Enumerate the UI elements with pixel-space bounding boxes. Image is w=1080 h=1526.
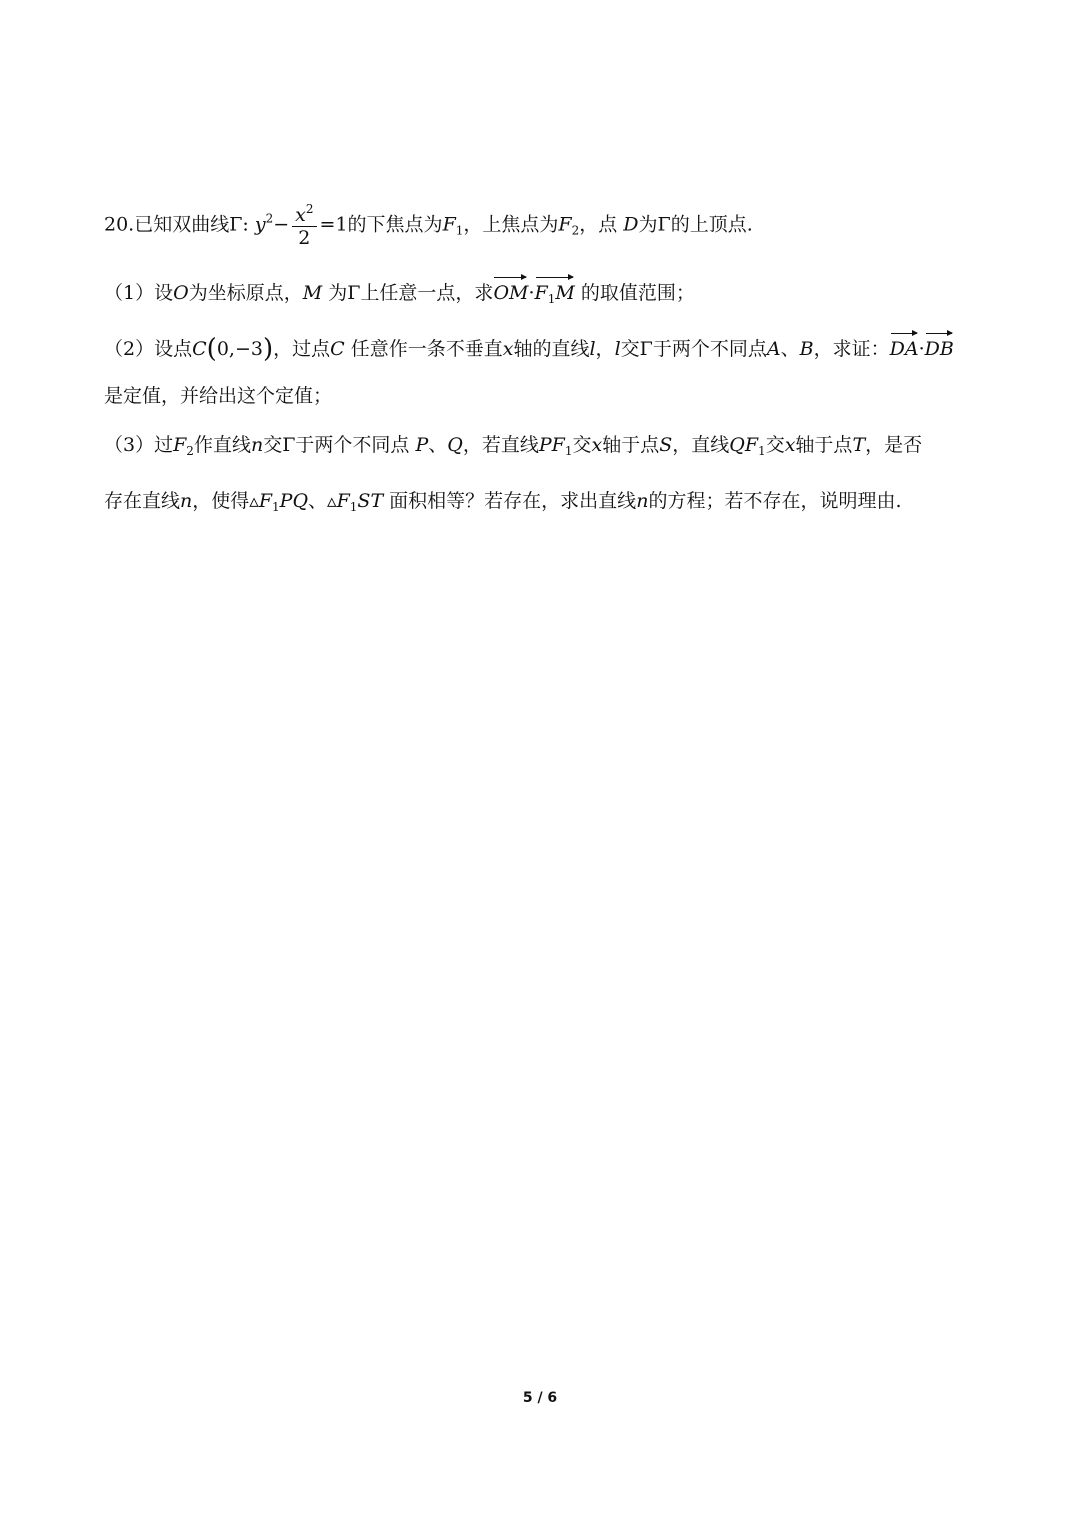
problem-stem: 20.已知双曲线Γ: $y^2-$ $\frac{x^2}{2}$ =1的下焦点为$F_1$，上焦点为$F_2$，点 D为Γ的上顶点. bbox=[104, 200, 984, 251]
page-number: 5 / 6 bbox=[522, 1390, 558, 1406]
problem-number: 20. bbox=[104, 213, 135, 236]
vector-db: DB bbox=[925, 332, 954, 363]
vector-f1m: $F_1M$ bbox=[535, 276, 575, 313]
part-3: （3）过$F_2$作直线n交Γ于两个不同点 P、Q，若直线$PF_1$交x轴于点S，直线$QF_1$交x轴于点T，是否 bbox=[104, 434, 923, 458]
part-3-continued: 存在直线n，使得$▵F_1PQ$、$▵F_1ST$ 面积相等？若存在，求出直线n的方程；若不存在，说明理由. bbox=[104, 490, 902, 514]
part-2: （2）设点C(0,−3)，过点C 任意作一条不垂直x轴的直线l，l交Γ于两个不同点A、B，求证：DA·DB bbox=[104, 334, 954, 364]
part-label: （2） bbox=[104, 338, 155, 360]
part-label: （1） bbox=[104, 282, 155, 304]
vector-om: OM bbox=[493, 276, 528, 307]
fraction-x2-over-2: $\frac{x^2}{2}$ bbox=[292, 198, 316, 249]
part-1: （1）设O为坐标原点，M 为Γ上任意一点，求$OM\cdot F_1M$ 的取值范围； bbox=[104, 276, 984, 313]
vector-da: DA bbox=[890, 332, 919, 363]
part-label: （3） bbox=[104, 434, 155, 456]
part-2-continued: 是定值，并给出这个定值； bbox=[104, 385, 333, 407]
